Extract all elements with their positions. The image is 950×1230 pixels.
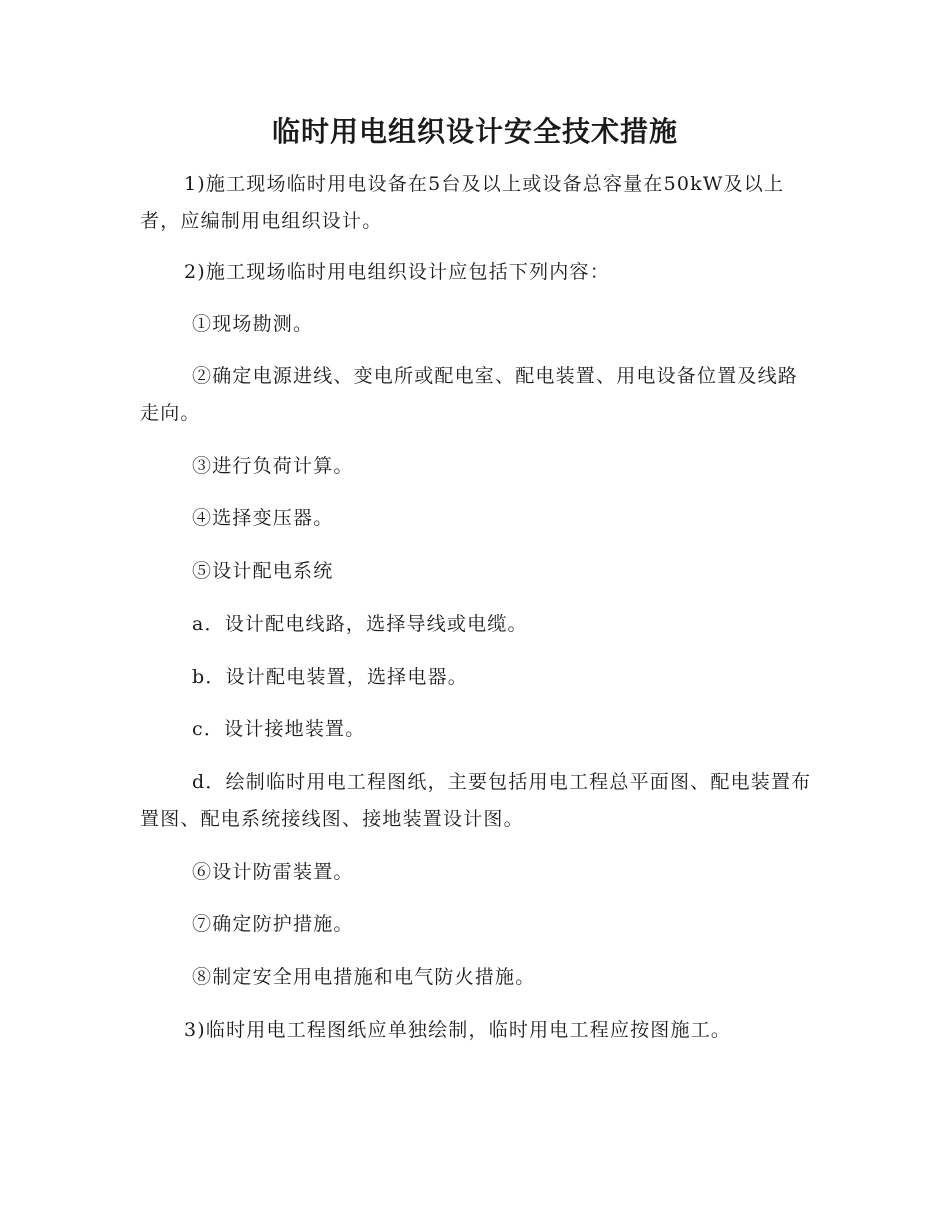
list-item-7: ⑦确定防护措施。 (192, 913, 354, 935)
paragraph-1: 1)施工现场临时用电设备在5台及以上或设备总容量在50kW及以上者，应编制用电组织设计。 (140, 173, 785, 232)
list-item-3: ③进行负荷计算。 (192, 455, 354, 477)
sub-item-c: c．设计接地装置。 (192, 718, 366, 740)
sub-item-a: a．设计配电线路，选择导线或电缆。 (192, 613, 528, 635)
list-item-5: ⑤设计配电系统 (192, 560, 334, 582)
list-item-6: ⑥设计防雷装置。 (192, 861, 354, 883)
sub-item-b: b．设计配电装置，选择电器。 (192, 666, 468, 688)
page-title: 临时用电组织设计安全技术措施 (271, 115, 678, 148)
sub-item-d: d．绘制临时用电工程图纸，主要包括用电工程总平面图、配电装置布置图、配电系统接线图、接地装置设计图。 (140, 771, 812, 830)
paragraph-3: 3)临时用电工程图纸应单独绘制，临时用电工程应按图施工。 (184, 1019, 732, 1041)
list-item-1: ①现场勘测。 (192, 313, 314, 335)
list-item-2: ②确定电源进线、变电所或配电室、配电装置、用电设备位置及线路走向。 (140, 365, 799, 424)
list-item-8: ⑧制定安全用电措施和电气防火措施。 (192, 966, 536, 988)
list-item-4: ④选择变压器。 (192, 507, 334, 529)
paragraph-2: 2)施工现场临时用电组织设计应包括下列内容： (184, 261, 610, 283)
